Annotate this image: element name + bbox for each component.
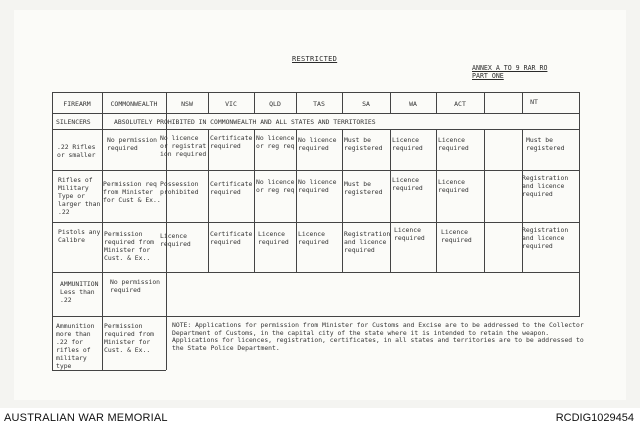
cell-nsw: Possession prohibited [160, 180, 199, 196]
cell-vic: Certificate required [210, 230, 253, 246]
cell-commonwealth: Permission required from Minister for Cust. & Ex.. [104, 322, 155, 354]
cell-qld: Licence required [258, 230, 289, 246]
annex-line-2: PART ONE [472, 72, 504, 80]
cell-firearm: AMMUNITION Less than .22 [60, 280, 99, 304]
cell-act: Licence required [441, 228, 472, 244]
header-sa: SA [362, 100, 370, 108]
cell-nsw: Licence required [160, 232, 191, 248]
header-firearm: FIREARM [63, 100, 91, 108]
header-tas: TAS [313, 100, 325, 108]
header-wa: WA [409, 100, 417, 108]
cell-act: Licence required [438, 178, 469, 194]
cell-firearm: Ammunition more than .22 for rifles of military type [56, 322, 95, 370]
header-commonwealth: COMMONWEALTH [110, 100, 158, 108]
footer-record-id: RCDIG1029454 [555, 412, 634, 424]
silencers-label: SILENCERS [56, 118, 91, 126]
cell-firearm: .22 Rifles or smaller [57, 143, 96, 159]
cell-sa: Must be registered [344, 180, 383, 196]
cell-commonwealth: No permission required [110, 278, 161, 294]
header-act: ACT [454, 100, 466, 108]
cell-qld: No licence or reg req [256, 178, 295, 194]
cell-vic: Certificate required [210, 180, 253, 196]
cell-firearm: Pistols any Calibre [58, 228, 101, 244]
header-nsw: NSW [181, 100, 193, 108]
cell-wa: Licence required [392, 136, 423, 152]
cell-commonwealth: No permission required [107, 136, 158, 152]
cell-wa: Licence required [394, 226, 425, 242]
header-qld: QLD [269, 100, 281, 108]
cell-qld: No licence or reg req [256, 134, 295, 150]
archive-footer [0, 408, 640, 429]
annex-reference [472, 64, 547, 80]
cell-vic: Certificate required [210, 134, 253, 150]
cell-sa: Registration and licence required [344, 230, 391, 254]
cell-commonwealth: Permission required from Minister for Cust. & Ex.. [104, 230, 155, 262]
cell-commonwealth: Permission req from Minister for Cust & Ex.. [103, 180, 161, 204]
footer-institution: AUSTRALIAN WAR MEMORIAL [4, 412, 168, 424]
cell-wa: Licence required [392, 176, 423, 192]
cell-act: Licence required [438, 136, 469, 152]
cell-nt: Must be registered [526, 136, 565, 152]
cell-nt: Registration and licence required [522, 174, 569, 198]
cell-tas: Licence required [298, 230, 329, 246]
header-vic: VIC [225, 100, 237, 108]
cell-firearm: Rifles of Military Type or larger than .22 [58, 176, 101, 216]
table-note: NOTE: Applications for permission from Minister for Customs and Excise are to be addressed to the Collector Department of Customs, in the capital city of the state where it is intended to retain the weapon. Applications for licences, registration, certificates, in all states and territories are to be addressed to the State Police Department. [172, 321, 584, 352]
cell-tas: No licence required [298, 178, 337, 194]
cell-nsw: No licence or registrat ion required [160, 134, 207, 158]
header-nt: NT [530, 98, 538, 106]
cell-nt: Registration and licence required [522, 226, 569, 250]
silencers-value: ABSOLUTELY PROHIBITED IN COMMONWEALTH AND ALL STATES AND TERRITORIES [114, 118, 376, 126]
cell-tas: No licence required [298, 136, 337, 152]
annex-line-1: ANNEX A TO 9 RAR RO [472, 64, 548, 72]
classification-heading: RESTRICTED [292, 55, 338, 63]
cell-sa: Must be registered [344, 136, 383, 152]
